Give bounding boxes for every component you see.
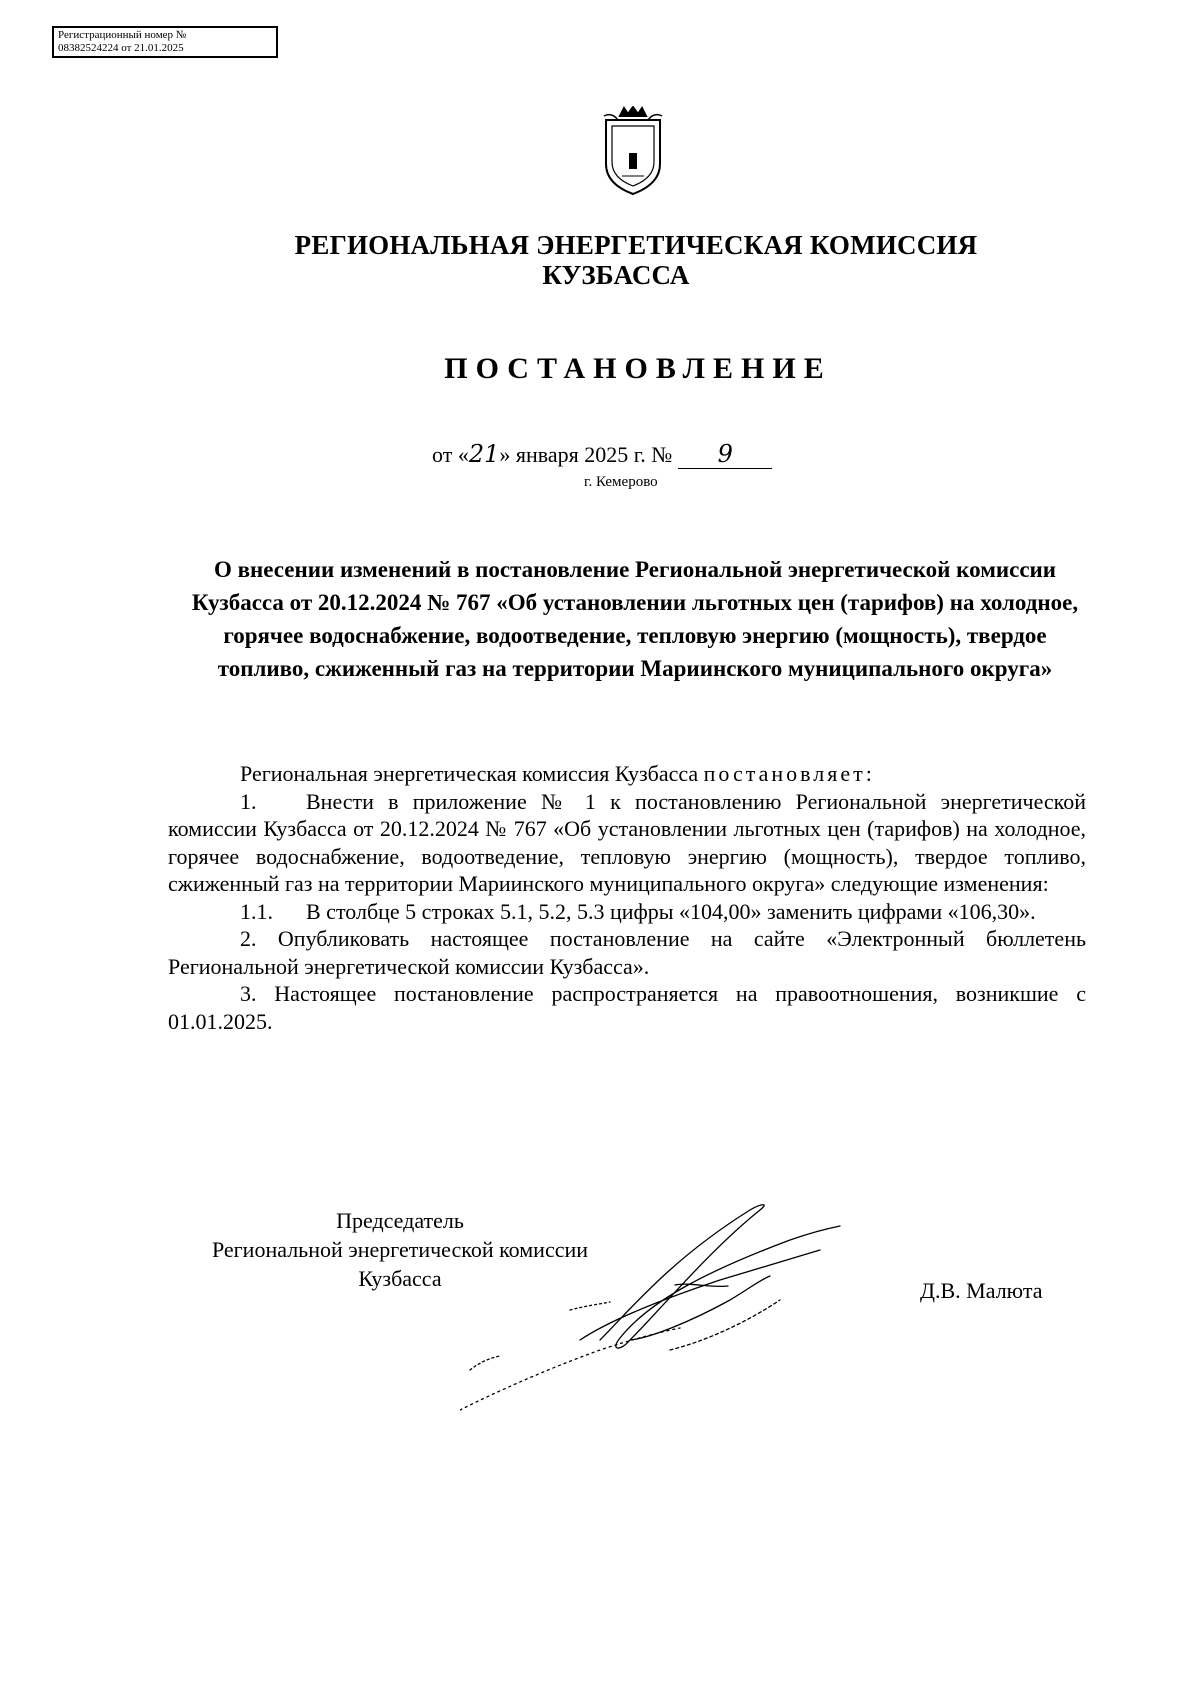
intro-resolves: постановляет: bbox=[703, 761, 875, 786]
item-1-1-number: 1.1. bbox=[240, 898, 273, 924]
item-1-1-text: В столбце 5 строках 5.1, 5.2, 5.3 цифры «104,00» заменить цифрами «106,30». bbox=[306, 898, 1036, 924]
registration-stamp bbox=[52, 26, 278, 58]
item-1-1 bbox=[168, 898, 1086, 926]
signatory-position-line-1: Председатель bbox=[336, 1208, 464, 1233]
organization-name-line-2: КУЗБАССА bbox=[542, 260, 690, 290]
document-city: г. Кемерово bbox=[584, 474, 658, 490]
date-suffix: » января 2025 г. № bbox=[499, 442, 673, 467]
document-title: О внесении изменений в постановление Региональной энергетической комиссии Кузбасса от 20.12.2024 № 767 «Об установлении льготных цен (тарифов) на холодное, горячее водоснабжение, водоотведение, тепловую энергию (мощность), твердое топливо, сжиженный газ на территории Мариинского муниципального округа» bbox=[191, 557, 1079, 681]
registration-line-1: Регистрационный номер № bbox=[58, 29, 187, 41]
document-type-heading: ПОСТАНОВЛЕНИЕ bbox=[444, 352, 832, 385]
signatory-position-line-3: Кузбасса bbox=[358, 1266, 442, 1291]
handwritten-signature bbox=[460, 1190, 920, 1430]
coat-of-arms-icon bbox=[598, 106, 668, 198]
date-day: 21 bbox=[468, 440, 500, 468]
intro-text: Региональная энергетическая комиссия Кузбасса bbox=[240, 761, 699, 786]
item-2: 2. Опубликовать настоящее постановление на сайте «Электронный бюллетень Региональной энергетической комиссии Кузбасса». bbox=[168, 926, 1086, 979]
document-body bbox=[168, 760, 1086, 1035]
organization-name-line-1: РЕГИОНАЛЬНАЯ ЭНЕРГЕТИЧЕСКАЯ КОМИССИЯ bbox=[294, 230, 978, 260]
item-3: 3. Настоящее постановление распространяется на правоотношения, возникшие с 01.01.2025. bbox=[168, 981, 1086, 1034]
item-1-text: Внести в приложение № 1 к постановлению Региональной энергетической комиссии Кузбасса от 20.12.2024 № 767 «Об установлении льготных цен (тарифов) на холодное, горячее водоснабжение, водоотведение, тепловую энергию (мощность), твердое топливо, сжиженный газ на территории Мариинского муниципального округа» следующие изменения: bbox=[168, 788, 1086, 896]
intro-paragraph bbox=[168, 760, 1086, 788]
signatory-position-line-2: Региональной энергетической комиссии bbox=[211, 1237, 589, 1262]
signatory-name: Д.В. Малюта bbox=[920, 1278, 1043, 1303]
document-date-line bbox=[432, 440, 772, 469]
document-number: 9 bbox=[678, 440, 772, 469]
item-1 bbox=[168, 788, 1086, 898]
item-1-number: 1. bbox=[240, 788, 257, 814]
registration-line-2: 08382524224 от 21.01.2025 bbox=[58, 42, 184, 54]
date-prefix: от « bbox=[432, 442, 469, 467]
